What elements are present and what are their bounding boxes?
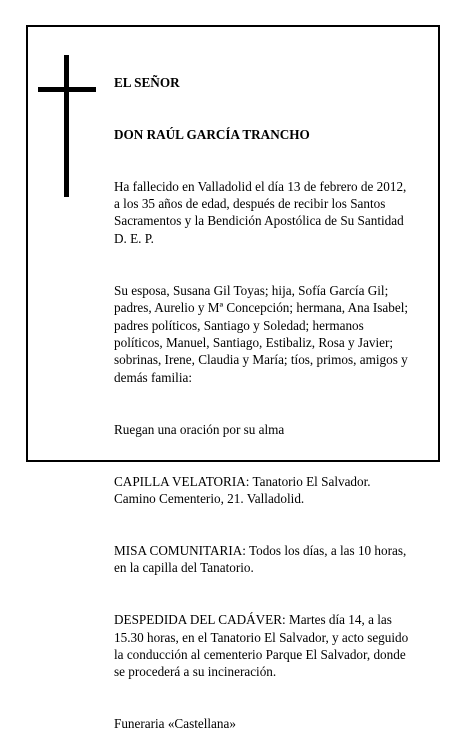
prayer-request: Ruegan una oración por su alma — [114, 421, 285, 437]
funeral-home: Funeraria «Castellana» — [114, 716, 236, 732]
deceased-name: DON RAÚL GARCÍA TRANCHO — [114, 126, 310, 142]
community-mass: MISA COMUNITARIA: Todos los días, a las 10 horas, en la capilla del Tanatorio. — [114, 542, 407, 576]
wake-location: CAPILLA VELATORIA: Tanatorio El Salvador. Camino Cementerio, 21. Valladolid. — [114, 473, 371, 506]
family-members: Su esposa, Susana Gil Toyas; hija, Sofía García Gil; padres, Aurelio y Mª Concepción; hermana, Ana Isabel; padres políticos, Santiago y Soledad; hermanos políticos, Manuel, Santiago, Estibaliz, Rosa y Javier; sobrinas, Irene, Claudia y María; tíos, primos, amigos y demás familia: — [114, 282, 409, 385]
honorific-title: EL SEÑOR — [114, 74, 180, 90]
death-announcement: Ha fallecido en Valladolid el día 13 de febrero de 2012, a los 35 años de edad, después de recibir los Santos Sacramentos y la Bendición Apostólica de Su Santidad D. E. P. — [114, 178, 407, 246]
funeral-farewell: DESPEDIDA DEL CADÁVER: Martes día 14, a las 15.30 horas, en el Tanatorio El Salvador, y acto seguido la conducción al cementerio Parque El Salvador, donde se procederá a su incineración. — [114, 612, 409, 680]
cross-horizontal-bar — [38, 87, 96, 92]
latin-cross-icon — [38, 55, 96, 197]
obituary-text — [114, 39, 424, 750]
cross-vertical-bar — [64, 55, 69, 197]
